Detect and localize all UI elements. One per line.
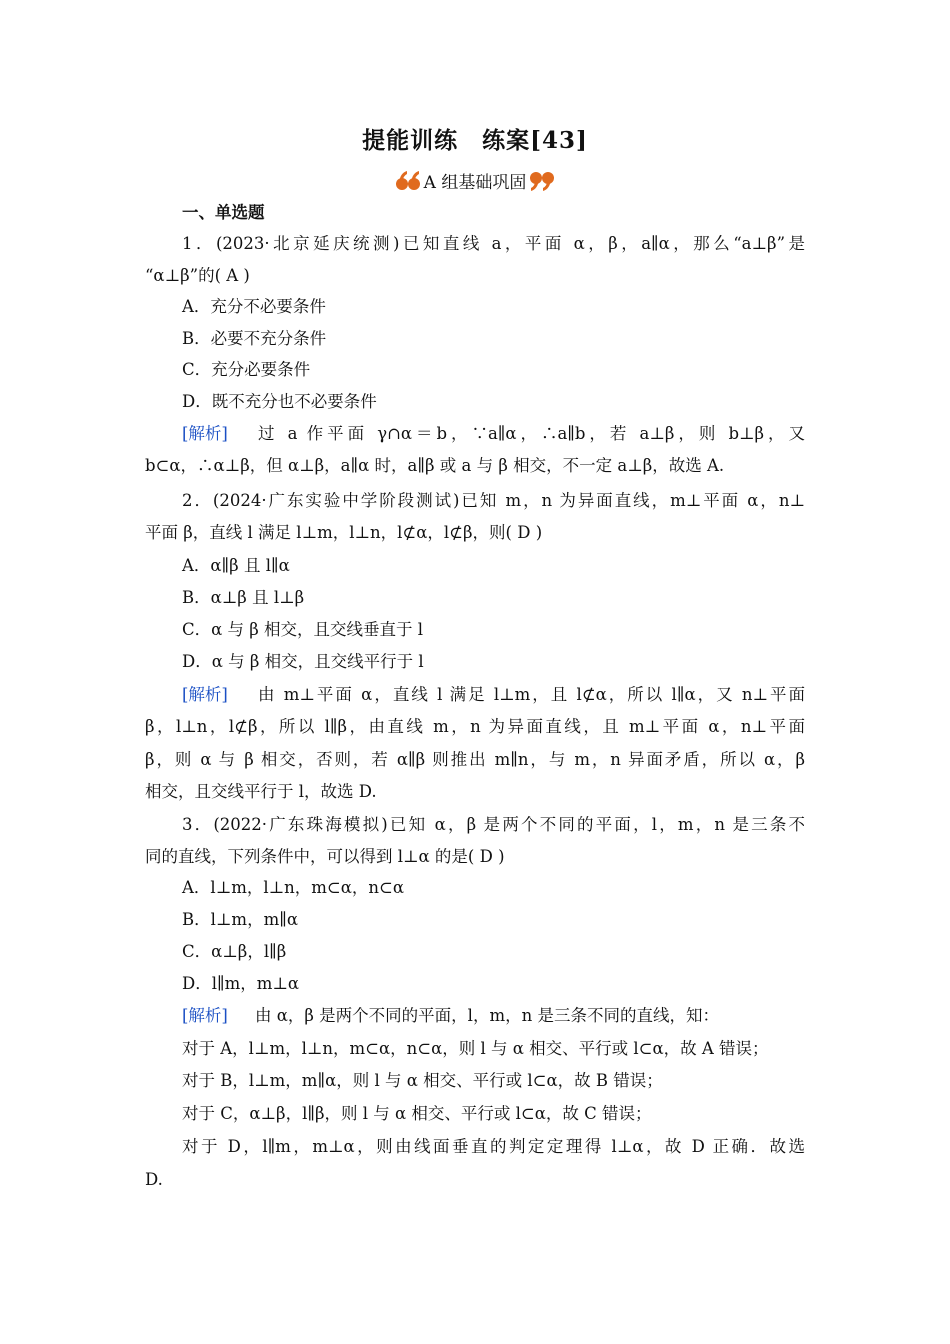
- q2-analysis-line4: 相交，且交线平行于 l，故选 D.: [145, 782, 377, 801]
- q2-analysis-label: [解析]: [182, 685, 228, 704]
- q1-stem-line2: “α⊥β”的( A ): [145, 266, 250, 285]
- q3-analysis-line1: 由 α，β 是两个不同的平面，l，m，n 是三条不同的直线，知：: [255, 1006, 719, 1025]
- q2-analysis-line1: 由 m⊥平面 α，直线 l 满足 l⊥m，且 l⊄α，所以 l∥α，又 n⊥平面: [258, 685, 805, 704]
- q3-analysis-label: [解析]: [182, 1006, 228, 1025]
- q3-analysis-line2: 对于 A，l⊥m，l⊥n，m⊂α，n⊂α，则 l 与 α 相交、平行或 l⊂α，故 A 错误；: [182, 1039, 769, 1058]
- q2-option-b: B．α⊥β 且 l⊥β: [182, 588, 305, 607]
- q3-analysis-line6: D.: [145, 1170, 163, 1189]
- q1-analysis-label: [解析]: [182, 424, 228, 443]
- q3-option-b: B．l⊥m，m∥α: [182, 910, 298, 929]
- q3-option-d: D．l∥m，m⊥α: [182, 974, 300, 993]
- section-heading: 一、单选题: [182, 203, 265, 222]
- q3-analysis-line3: 对于 B，l⊥m，m∥α，则 l 与 α 相交、平行或 l⊂α，故 B 错误；: [182, 1071, 663, 1090]
- q3-stem-line2: 同的直线，下列条件中，可以得到 l⊥α 的是( D ): [145, 847, 505, 866]
- q1-analysis-line1: 过 a 作平面 γ∩α＝b，∵a∥α，∴a∥b，若 a⊥β，则 b⊥β，又: [258, 424, 805, 443]
- q1-option-a: A．充分不必要条件: [182, 297, 326, 316]
- section-banner: [0, 168, 950, 197]
- open-quote-icon: [396, 170, 422, 192]
- q3-analysis-line5: 对于 D，l∥m，m⊥α，则由线面垂直的判定定理得 l⊥α，故 D 正确．故选: [182, 1137, 805, 1156]
- q1-option-b: B．必要不充分条件: [182, 329, 327, 348]
- q2-stem-line1: 2．(2024·广东实验中学阶段测试)已知 m，n 为异面直线，m⊥平面 α，n⊥: [182, 491, 805, 510]
- banner-label: A 组基础巩固: [423, 173, 527, 193]
- q3-option-a: A．l⊥m，l⊥n，m⊂α，n⊂α: [182, 878, 404, 897]
- page-title: 提能训练 练案[43]: [362, 127, 588, 154]
- q3-analysis-line4: 对于 C，α⊥β，l∥β，则 l 与 α 相交、平行或 l⊂α，故 C 错误；: [182, 1104, 652, 1123]
- q1-option-d: D．既不充分也不必要条件: [182, 392, 377, 411]
- close-quote-icon: [528, 170, 554, 192]
- q2-option-a: A．α∥β 且 l∥α: [182, 556, 290, 575]
- q3-option-c: C．α⊥β，l∥β: [182, 942, 287, 961]
- q3-stem-line1: 3．(2022·广东珠海模拟)已知 α，β 是两个不同的平面，l，m，n 是三条不: [182, 815, 805, 834]
- q1-option-c: C．充分必要条件: [182, 360, 311, 379]
- q2-analysis-line2: β，l⊥n，l⊄β，所以 l∥β，由直线 m，n 为异面直线，且 m⊥平面 α，n⊥平面: [145, 717, 805, 736]
- q2-analysis-line3: β，则 α 与 β 相交，否则，若 α∥β 则推出 m∥n，与 m，n 异面矛盾，所以 α，β: [145, 750, 805, 769]
- q2-stem-line2: 平面 β，直线 l 满足 l⊥m，l⊥n，l⊄α，l⊄β，则( D ): [145, 523, 543, 542]
- q2-option-d: D．α 与 β 相交，且交线平行于 l: [182, 652, 424, 671]
- q2-option-c: C．α 与 β 相交，且交线垂直于 l: [182, 620, 424, 639]
- q1-stem-line1: 1．(2023·北京延庆统测)已知直线 a，平面 α，β，a∥α，那么“a⊥β”是: [182, 234, 805, 253]
- q1-analysis-line2: b⊂α，∴α⊥β，但 α⊥β，a∥α 时，a∥β 或 a 与 β 相交，不一定 a⊥β，故选 A.: [145, 456, 725, 475]
